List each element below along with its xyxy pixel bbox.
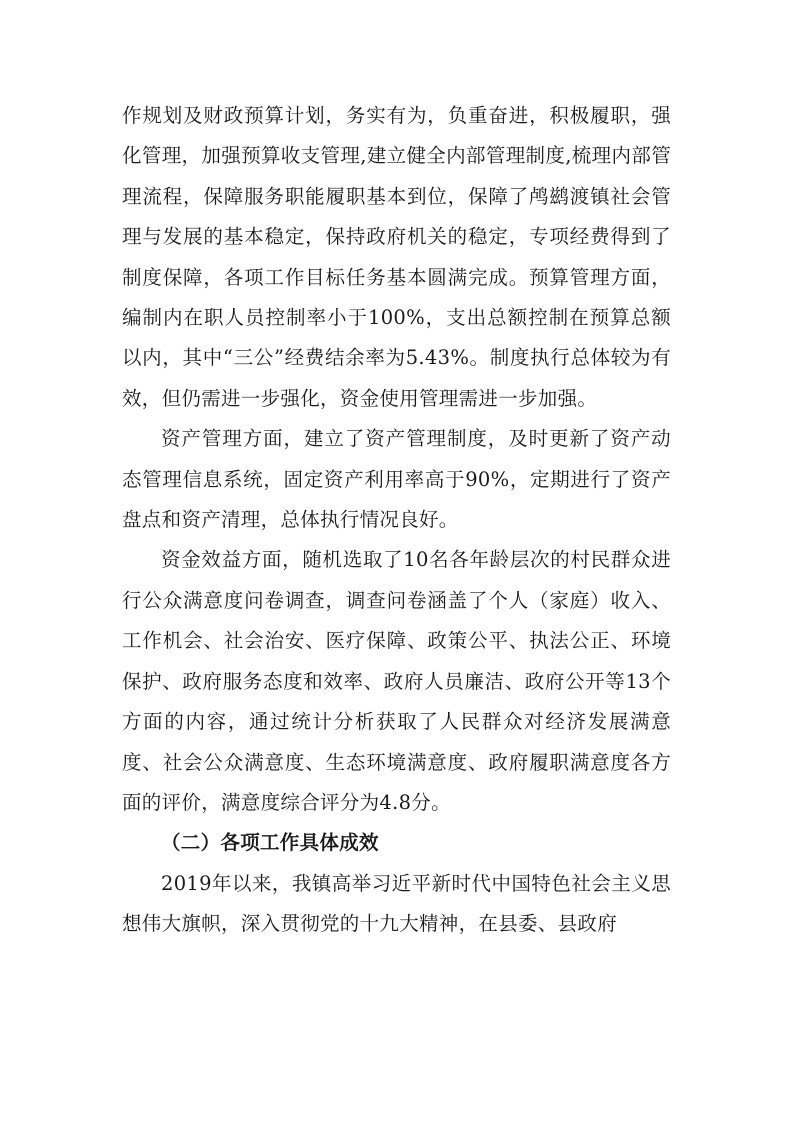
paragraph-budget-execution: 作规划及财政预算计划，务实有为，负重奋进，积极履职，强化管理，加强预算收支管理,建立健全内部管理制度,梳理内部管理流程，保障服务职能履职基本到位，保障了鸬鹚渡镇社会管理与发展的基本稳定，保持政府机关的稳定，专项经费得到了制度保障，各项工作目标任务基本圆满完成。预算管理方面，编制内在职人员控制率小于100%，支出总额控制在预算总额以内，其中“三公”经费结余率为5.43%。制度执行总体较为有效，但仍需进一步强化，资金使用管理需进一步加强。 <box>122 104 671 410</box>
paragraph-fund-benefits: 资金效益方面，随机选取了10名各年龄层次的村民群众进行公众满意度问卷调查，调查问卷涵盖了个人（家庭）收入、工作机会、社会治安、医疗保障、政策公平、执法公正、环境保护、政府服务态度和效率、政府人员廉洁、政府公开等13个方面的内容，通过统计分析获取了人民群众对经济发展满意度、社会公众满意度、生态环境满意度、政府履职满意度各方面的评价，满意度综合评分为4.8分。 <box>122 548 671 814</box>
document-body <box>122 96 671 945</box>
paragraph-asset-management: 资产管理方面，建立了资产管理制度，及时更新了资产动态管理信息系统，固定资产利用率高于90%，定期进行了资产盘点和资产清理，总体执行情况良好。 <box>122 427 671 532</box>
paragraph-work-results: 2019年以来，我镇高举习近平新时代中国特色社会主义思想伟大旗帜，深入贯彻党的十九大精神，在县委、县政府 <box>122 871 671 936</box>
section-heading: （二）各项工作具体成效 <box>161 831 379 855</box>
